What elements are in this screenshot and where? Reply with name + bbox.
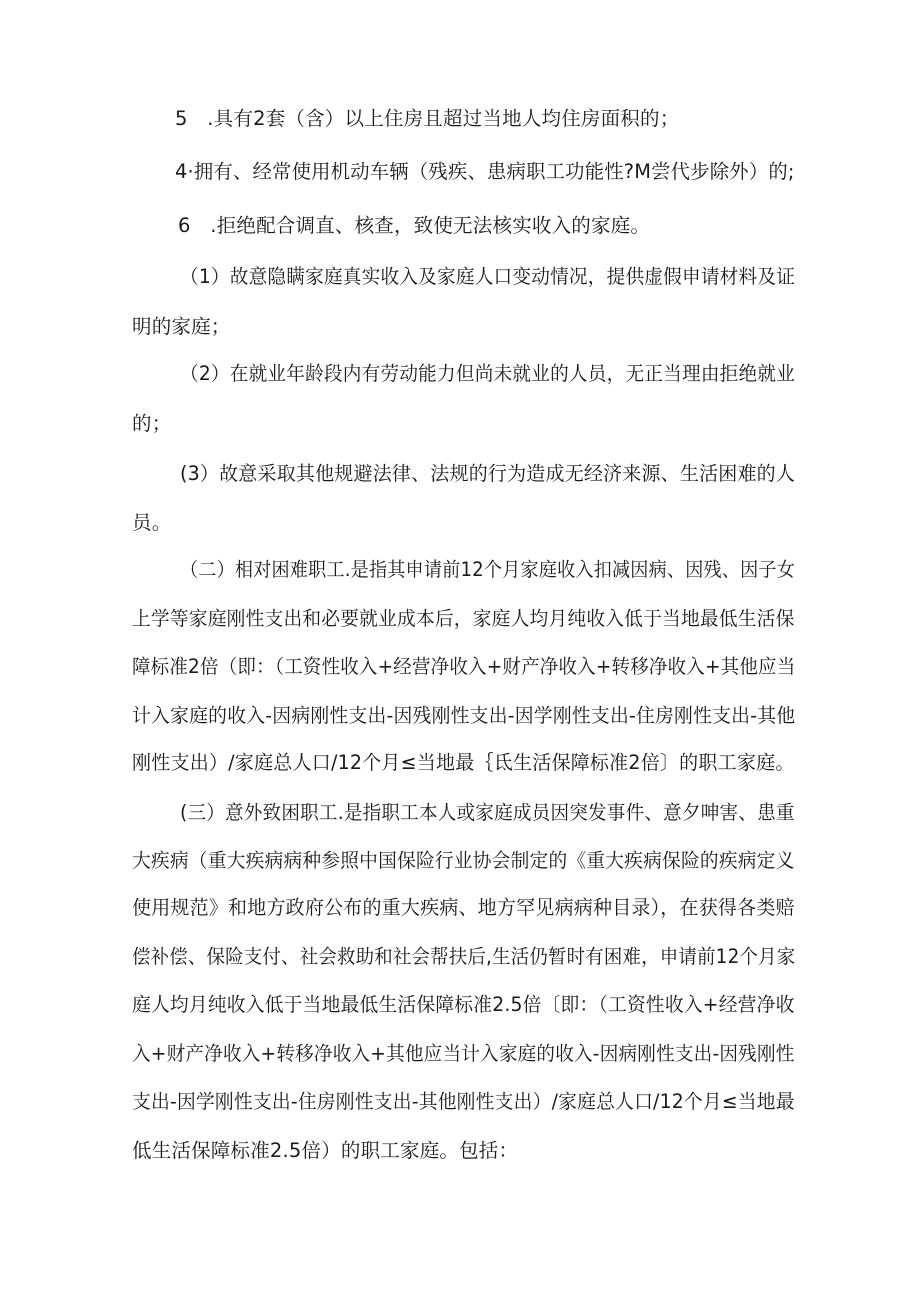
paragraph-line: 支出-因学刚性支出-住房刚性支出-其他刚性支出）/家庭总人口/12个月≤当地最 <box>132 1090 795 1113</box>
paragraph-line: 明的家庭； <box>132 315 231 338</box>
paragraph-line: (三）意外致困职工.是指职工本人或家庭成员因突发事件、意夕呻害、患重 <box>180 801 795 824</box>
paragraph-line: 使用规范》和地方政府公布的重大疾病、地方罕见病病种目录），在获得各类赔 <box>132 896 795 919</box>
paragraph-line: 入+财产净收入+转移净收入+其他应当计入家庭的收入-因病刚性支出-因残刚性 <box>132 1042 795 1065</box>
paragraph-line: 庭人均月纯收入低于当地最低生活保障标准2.5倍〔即：（工资性收入+经营净收 <box>132 993 795 1016</box>
paragraph-line: (3）故意采取其他规避法律、法规的行为造成无经济来源、生活困难的人 <box>180 462 796 485</box>
paragraph-line: 偿补偿、保险支付、社会救助和社会帮扶后,生活仍暂时有困难，申请前12个月家 <box>132 945 796 968</box>
paragraph-line: 4·拥有、经常使用机动车辆（残疾、患病职工功能性?M尝代步除外）的; <box>175 160 795 183</box>
paragraph-line: 大疾病（重大疾病病种参照中国保险行业协会制定的《重大疾病保险的疾病定义 <box>132 849 795 872</box>
paragraph-line: 5 .具有2套（含）以上住房且超过当地人均住房面积的； <box>175 107 680 130</box>
paragraph-line: 上学等家庭刚性支出和必要就业成本后，家庭人均月纯收入低于当地最低生活保 <box>132 607 795 630</box>
paragraph-line: 计入家庭的收入-因病刚性支出-因残刚性支出-因学刚性支出-住房刚性支出-其他 <box>132 704 796 727</box>
paragraph-line: 低生活保障标准2.5倍）的职工家庭。包括： <box>132 1139 519 1162</box>
paragraph-line: 刚性支出）/家庭总人口/12个月≤当地最｛氐生活保障标准2倍〕的职工家庭。 <box>132 751 795 774</box>
paragraph-line: （1）故意隐瞒家庭真实收入及家庭人口变动情况，提供虚假申请材料及证 <box>180 265 796 288</box>
paragraph-line: （2）在就业年龄段内有劳动能力但尚未就业的人员，无正当理由拒绝就业 <box>180 362 796 385</box>
paragraph-line: 的； <box>132 412 172 435</box>
paragraph-line: 6 .拒绝配合调直、核查，致使无法核实收入的家庭。 <box>178 214 651 237</box>
paragraph-line: 障标准2倍（即：（工资性收入+经营净收入+财产净收入+转移净收入+其他应当 <box>132 655 796 678</box>
paragraph-line: 员。 <box>132 511 172 534</box>
paragraph-line: （二）相对困难职工.是指其申请前12个月家庭收入扣减因病、因残、因子女 <box>180 558 796 581</box>
